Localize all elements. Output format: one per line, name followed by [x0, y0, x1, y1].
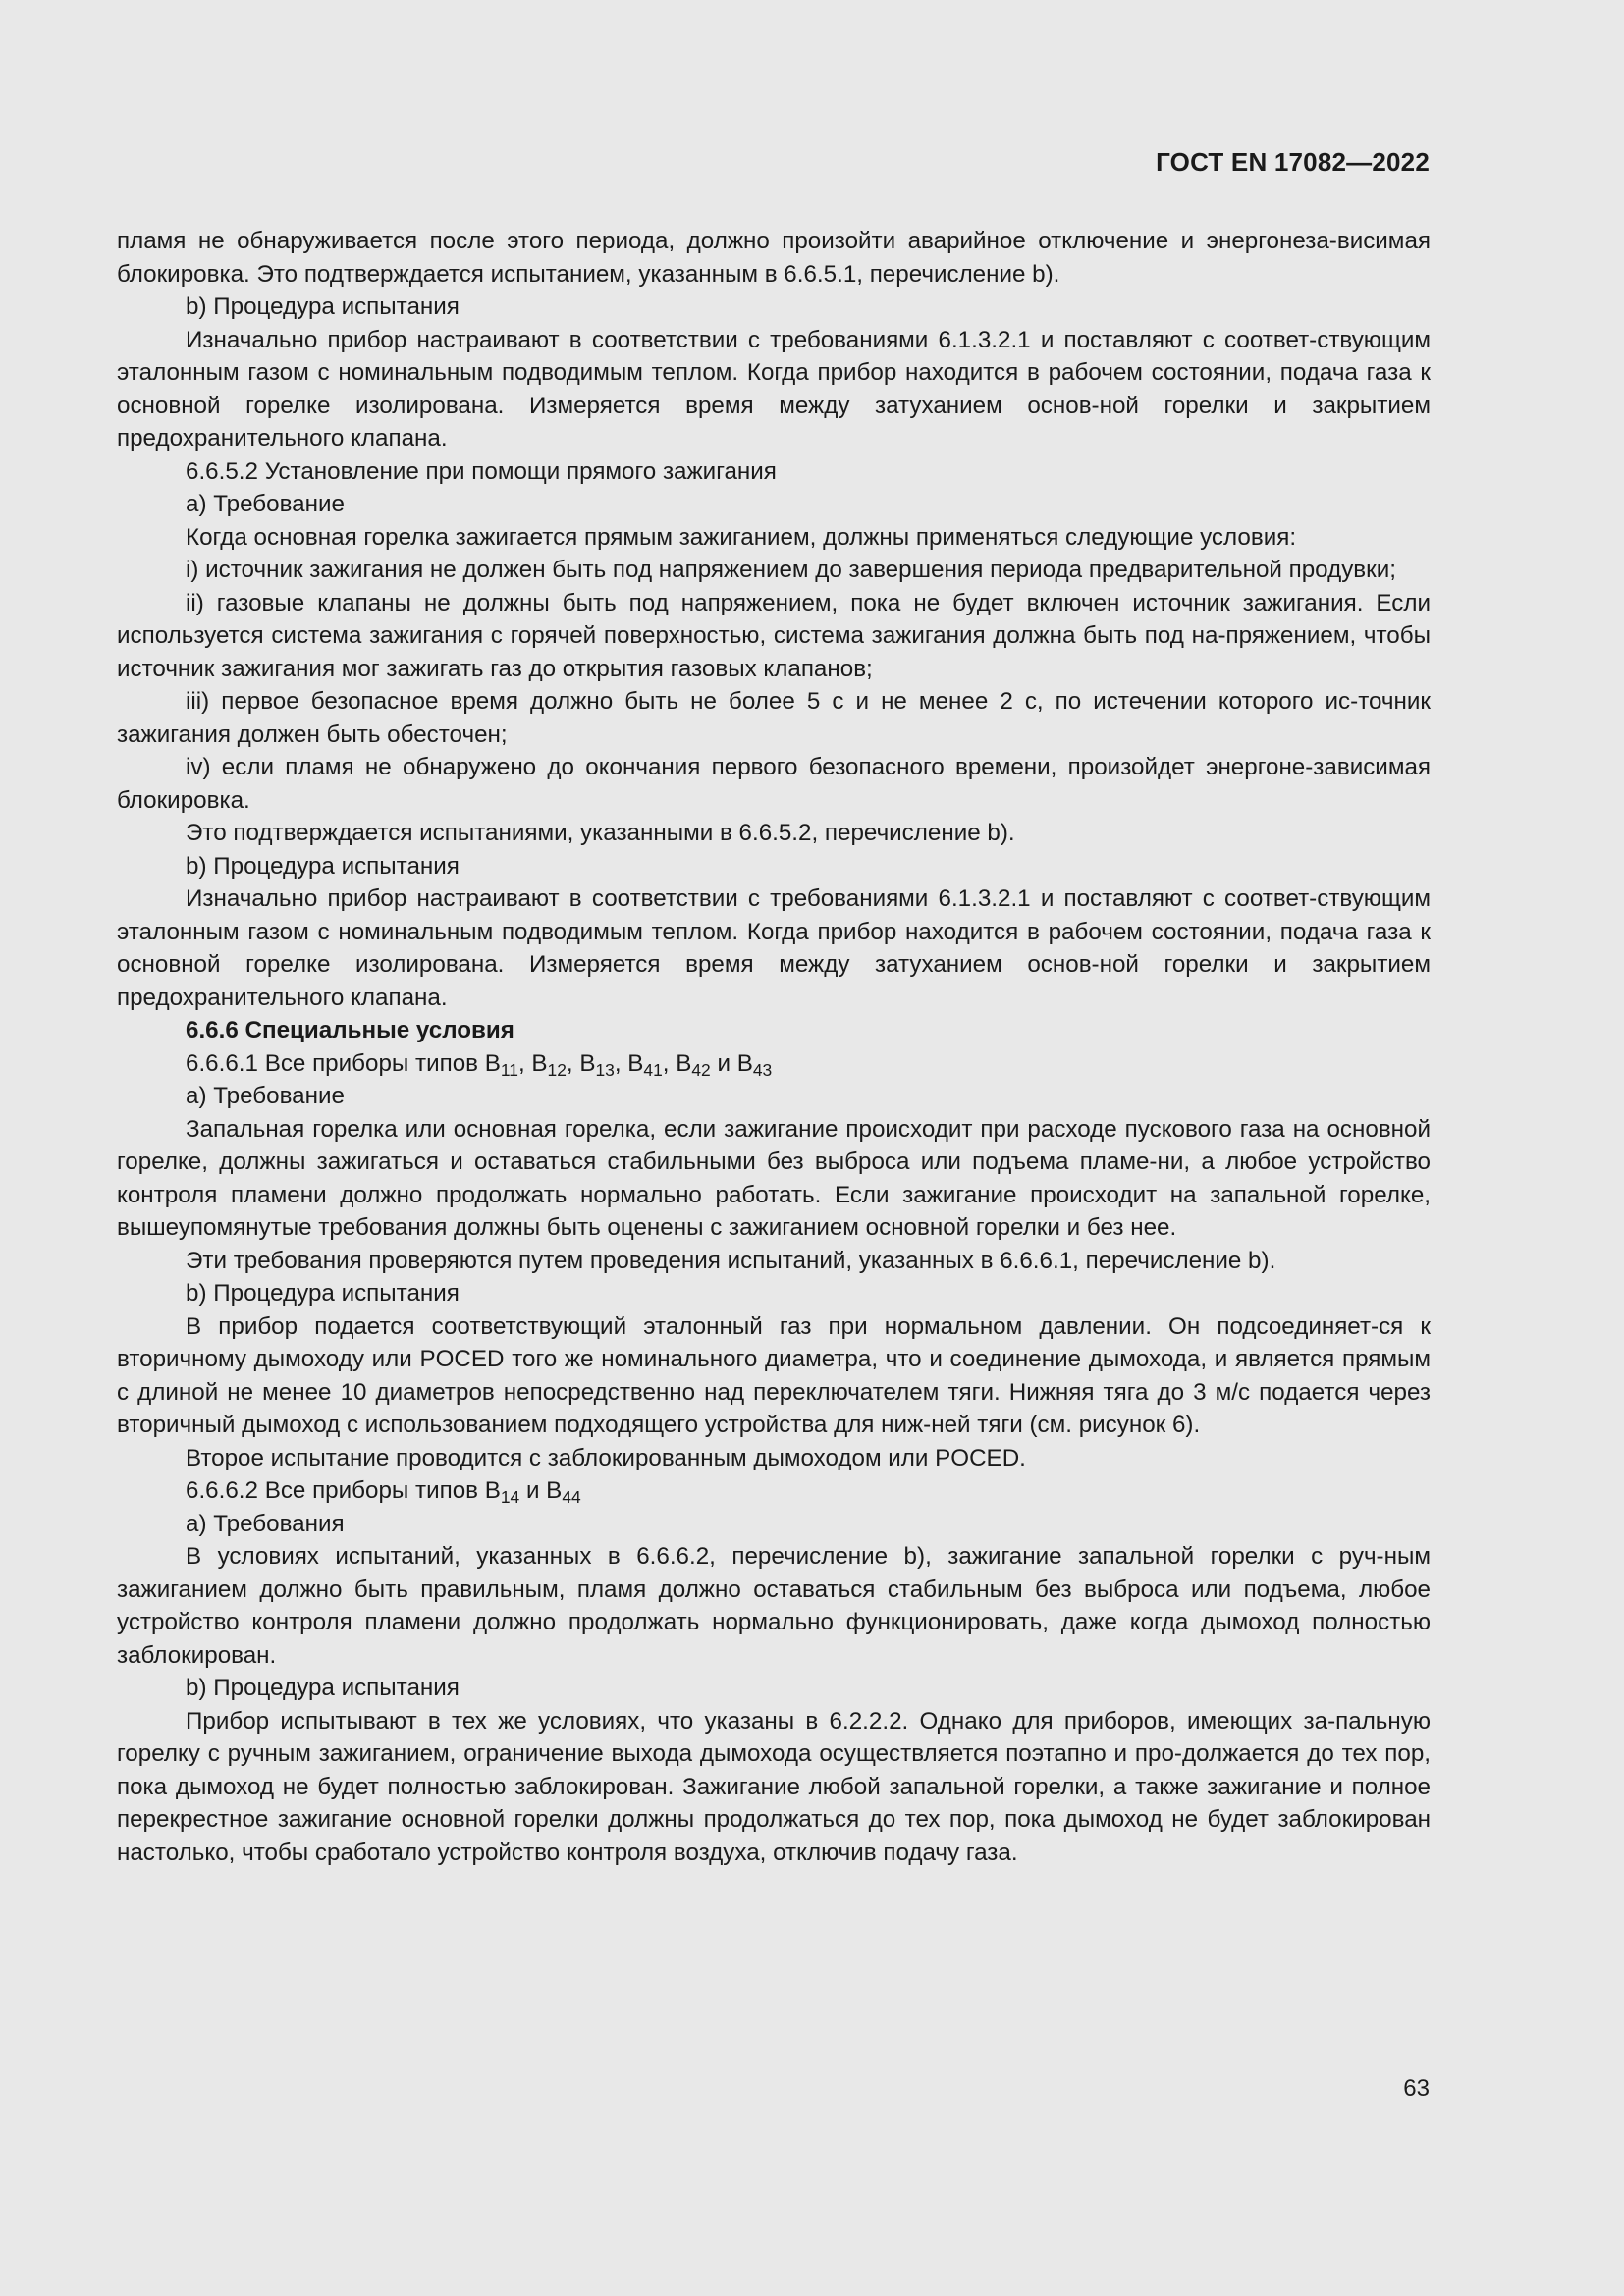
subscript: 43: [752, 1059, 773, 1080]
heading-text: и B: [519, 1477, 563, 1504]
paragraph: Когда основная горелка зажигается прямым зажиганием, должны применяться следующие условия:: [186, 523, 1297, 551]
paragraph: В прибор подается соответствующий эталонный газ при нормальном давлении. Он подсоединяет-ся к вторичному дымоходу или POCED того же номинального диаметра, что и соединение дымохода, и является прямым с длиной не менее 10 диаметров непосредственно над переключателем тяги. Нижняя тяга до 3 м/с подается через вторичный дымоход с использованием подходящего устройства для ниж-ней тяги (см. рисунок 6).: [117, 1312, 1431, 1438]
subscript: 13: [595, 1059, 615, 1080]
paragraph: Изначально прибор настраивают в соответствии с требованиями 6.1.3.2.1 и поставляют с соответ-ствующим эталонным газом с номинальным подводимым теплом. Когда прибор находится в рабочем состоянии, подача газа к основной горелке изолирована. Измеряется время между затуханием основ-ной горелки и закрытием предохранительного клапана.: [117, 885, 1431, 1011]
paragraph: b) Процедура испытания: [186, 852, 460, 880]
document-body: [117, 225, 1431, 1869]
paragraph: b) Процедура испытания: [186, 1675, 460, 1701]
paragraph: a) Требование: [186, 1083, 345, 1109]
paragraph: В условиях испытаний, указанных в 6.6.6.2, перечисление b), зажигание запальной горелки с руч-ным зажиганием должно быть правильным, пламя должно оставаться стабильным без выброса или подъема, любое устройство контроля пламени должно продолжать нормально функционировать, даже когда дымоход полностью заблокирован.: [117, 1543, 1431, 1669]
paragraph: b) Процедура испытания: [186, 294, 460, 320]
section-heading: 6.6.6 Специальные условия: [186, 1017, 514, 1043]
paragraph: Прибор испытывают в тех же условиях, что указаны в 6.2.2.2. Однако для приборов, имеющих за-пальную горелку с ручным зажиганием, ограничение выхода дымохода осуществляется поэтапно и про-должается до тех пор, пока дымоход не будет полностью заблокирован. Зажигание любой запальной горелки, а также зажигание и полное перекрестное зажигание основной горелки должны продолжаться до тех пор, пока дымоход не будет заблокирован настолько, чтобы сработало устройство контроля воздуха, отключив подачу газа.: [117, 1707, 1431, 1866]
list-item: ii) газовые клапаны не должны быть под напряжением, пока не будет включен источник зажигания. Если используется система зажигания с горячей поверхностью, система зажигания должна быть под на-пряжением, чтобы источник зажигания мог зажигать газ до открытия газовых клапанов;: [117, 589, 1431, 682]
subscript: 12: [547, 1059, 567, 1080]
paragraph: Запальная горелка или основная горелка, если зажигание происходит при расходе пускового газа на основной горелке, должны зажигаться и оставаться стабильными без выброса или подъема пламе-ни, а любое устройство контроля пламени должно продолжать нормально работать. Если зажигание происходит на запальной горелке, вышеупомянутые требования должны быть оценены с зажиганием основной горелки и без нее.: [117, 1115, 1431, 1241]
heading-text: 6.6.6.2 Все приборы типов B: [186, 1477, 501, 1504]
section-heading: [117, 1047, 1431, 1081]
list-item: iv) если пламя не обнаружено до окончания первого безопасного времени, произойдет энергоне-зависимая блокировка.: [117, 754, 1431, 814]
subscript: 11: [500, 1059, 518, 1080]
list-item: iii) первое безопасное время должно быть не более 5 с и не менее 2 с, по истечении которого ис-точник зажигания должен быть обесточен;: [117, 688, 1431, 748]
page-number: 63: [1403, 2075, 1430, 2102]
subscript: 14: [500, 1486, 520, 1507]
heading-text: , B: [517, 1049, 548, 1077]
section-heading: 6.6.5.2 Установление при помощи прямого зажигания: [186, 457, 777, 485]
list-item: i) источник зажигания не должен быть под напряжением до завершения периода предварительной продувки;: [186, 557, 1396, 583]
paragraph: Второе испытание проводится с заблокированным дымоходом или POCED.: [186, 1444, 1026, 1471]
paragraph: Эти требования проверяются путем проведения испытаний, указанных в 6.6.6.1, перечисление b).: [186, 1247, 1276, 1274]
paragraph: пламя не обнаруживается после этого периода, должно произойти аварийное отключение и энергонеза-висимая блокировка. Это подтверждается испытанием, указанным в 6.6.5.1, перечисление b).: [117, 228, 1431, 288]
heading-text: , B: [614, 1049, 644, 1077]
heading-text: 6.6.6.1 Все приборы типов B: [186, 1049, 501, 1077]
heading-text: и B: [710, 1049, 753, 1077]
section-heading: [117, 1474, 1431, 1508]
subscript: 44: [562, 1486, 581, 1507]
heading-text: , B: [662, 1049, 692, 1077]
paragraph: Изначально прибор настраивают в соответствии с требованиями 6.1.3.2.1 и поставляют с соответ-ствующим эталонным газом с номинальным подводимым теплом. Когда прибор находится в рабочем состоянии, подача газа к основной горелке изолирована. Измеряется время между затуханием основ-ной горелки и закрытием предохранительного клапана.: [117, 326, 1431, 452]
heading-text: , B: [566, 1049, 596, 1077]
paragraph: a) Требования: [186, 1510, 345, 1537]
paragraph: Это подтверждается испытаниями, указанными в 6.6.5.2, перечисление b).: [186, 820, 1015, 846]
document-header: ГОСТ EN 17082—2022: [1156, 147, 1430, 177]
subscript: 42: [691, 1059, 711, 1080]
paragraph: a) Требование: [186, 491, 345, 517]
subscript: 41: [643, 1059, 663, 1080]
paragraph: b) Процедура испытания: [186, 1280, 460, 1307]
